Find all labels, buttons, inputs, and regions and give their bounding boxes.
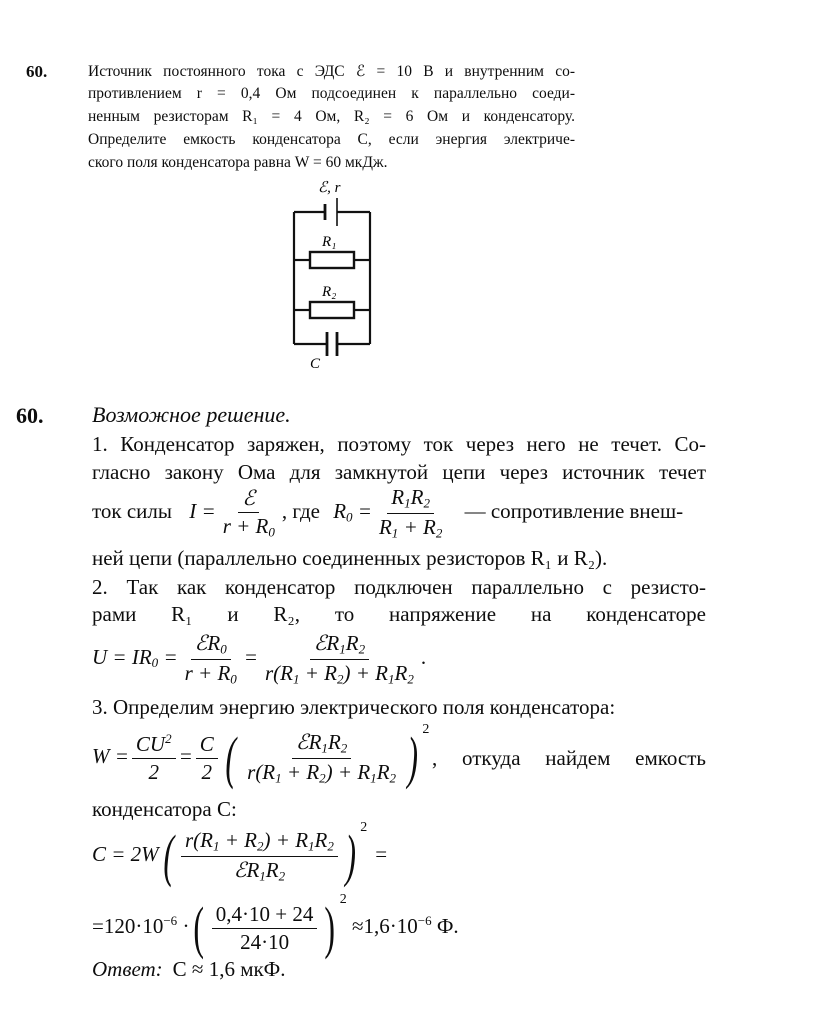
circuit-r2-label: R₂ xyxy=(322,284,337,300)
solution-p3-line-1: 3. Определим энергию электрического поля конденсатора: xyxy=(92,695,616,719)
solution-p1-line-4: ней цепи (параллельно соединенных резисторов R₁ и R₂). xyxy=(92,546,608,570)
fraction-parallel-resistance: $\frac{R_1R_2}{R_1 + R_2}$ xyxy=(378,485,443,540)
solution-title: Возможное решение. xyxy=(92,402,291,427)
problem-line-5: ского поля конденсатора равна W = 60 мкДж. xyxy=(88,154,388,171)
answer-value: C ≈ 1,6 мкФ. xyxy=(172,957,286,981)
formula-capacitance: C = 2W( $\frac{r(R_1 + R_2) + R_1R_2}{ℰR_1R_2}$ ) $^2$= xyxy=(92,820,388,889)
numeric-denominator: 24·10 xyxy=(240,929,290,954)
answer xyxy=(92,957,286,982)
solution-p3-line-3: конденсатора C: xyxy=(92,797,237,821)
fraction-numeric xyxy=(212,903,318,954)
numeric-prefix: =120·10 xyxy=(92,914,164,938)
problem-number: 60. xyxy=(26,62,48,81)
formula-current: I = xyxy=(189,498,216,523)
problem-line-3: ненным резисторам R₁ = 4 Ом, R₂ = 6 Ом и конденсатору. xyxy=(88,108,575,125)
numeric-result: ≈1,6·10 xyxy=(351,914,418,938)
text-current-of: ток силы xyxy=(92,498,173,523)
formula-r0: $R_0$ = xyxy=(333,498,372,525)
circuit-cap-label: C xyxy=(310,356,321,372)
problem-line-4: Определите емкость конденсатора C, если энергия электриче- xyxy=(88,131,575,148)
solution-number: 60. xyxy=(16,403,44,428)
formula-numeric: $=120\cdot 10^{-6}$ ·( $\frac{0,4\cdot 10 + 24}{24\cdot 10}$ ) $^2 \approx 1,6\cdot 10^{-6}$ Ф. xyxy=(92,892,459,961)
text-then-capacitance: , откуда найдем емкость xyxy=(432,746,706,770)
solution-p2-line-2: рами R₁ и R₂, то напряжение на конденсаторе xyxy=(92,602,706,626)
solution-p1-line-1: 1. Конденсатор заряжен, поэтому ток через него не течет. Со- xyxy=(92,432,706,456)
solution-p1-line-2: гласно закону Ома для замкнутой цепи через источник течет xyxy=(92,460,706,484)
numeric-numerator: 0,4·10 + 24 xyxy=(212,903,318,929)
problem-line-1: Источник постоянного тока с ЭДС ℰ = 10 В и внутренним со- xyxy=(88,63,575,80)
text-external-resistance: — сопротивление внеш- xyxy=(464,498,684,523)
fraction-emf-over-total: $\frac{\text{ℰ}}{r + R_0}$ xyxy=(222,485,275,540)
formula-voltage: $U = IR_0$ = $\frac{ℰR_0}{r + R_0}$ = $\frac{ℰR_1R_2}{r(R_1 + R_2) + R_1R_2}$ . xyxy=(92,631,427,686)
numeric-prefix-exponent: −6 xyxy=(163,913,178,929)
solution-p2-line-1: 2. Так как конденсатор подключен параллельно с резисто- xyxy=(92,575,706,599)
answer-label: Ответ: xyxy=(92,957,163,981)
numeric-result-unit: Ф. xyxy=(436,914,459,938)
text-where: , где xyxy=(281,498,320,523)
formula-energy: W = $\frac{CU^2}{2}$ = $\frac{C}{2}$ ( $\frac{ℰR_1R_2}{r(R_1 + R_2) + R_1R_2}$ ) $^2$ xyxy=(92,722,430,791)
solution-p1-line-3 xyxy=(92,486,683,540)
circuit-r1-label: R₁ xyxy=(322,234,337,250)
circuit-source-label: ℰ, r xyxy=(318,180,341,196)
problem-line-2: противлением r = 0,4 Ом подсоединен к параллельно соеди- xyxy=(88,85,575,102)
circuit-diagram xyxy=(280,176,390,376)
numeric-result-exponent: −6 xyxy=(417,913,432,929)
